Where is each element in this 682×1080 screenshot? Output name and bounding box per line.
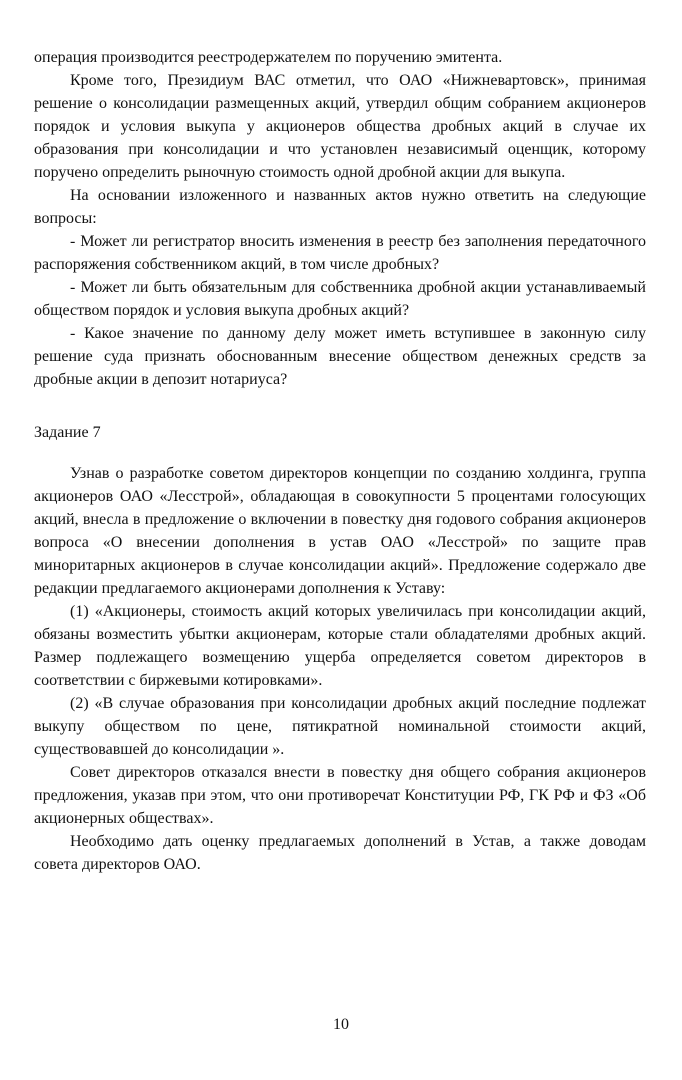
paragraph-questions-intro: На основании изложенного и названных актов нужно ответить на следующие вопросы: (34, 187, 646, 227)
paragraph-board-refusal: Совет директоров отказался внести в повестку дня общего собрания акционеров предложения, указав при этом, что они противоречат Конституции РФ, ГК РФ и ФЗ «Об акционерных обществах». (34, 764, 646, 827)
section-b-text (34, 462, 646, 876)
page-number: 10 (333, 1016, 349, 1033)
task-heading: Задание 7 (34, 424, 101, 441)
task-heading-block (34, 421, 646, 444)
proposal-variant-2: (2) «В случае образования при консолидации дробных акций последние подлежат выкупу обществом по цене, пятикратной номинальной стоимости акций, существовавшей до консолидации ». (34, 695, 646, 758)
paragraph-task-body: Узнав о разработке советом директоров концепции по созданию холдинга, группа акционеров ОАО «Лесстрой», обладающая в совокупности 5 процентами голосующих акций, внесла в предложение о включении в повестку дня годового собрания акционеров вопроса «О внесении дополнения в устав ОАО «Лесстрой» по защите прав миноритарных акционеров в случае консолидации акций». Предложение содержало две редакции предлагаемого акционерами дополнения к Уставу: (34, 465, 646, 597)
proposal-variant-1: (1) «Акционеры, стоимость акций которых увеличилась при консолидации акций, обязаны возместить убытки акционерам, которые стали обладателями дробных акций. Размер подлежащего возмещению ущерба определяется советом директоров в соответствии с биржевыми котировками». (34, 603, 646, 689)
paragraph-continuation: операция производится реестродержателем по поручению эмитента. (34, 49, 503, 66)
paragraph-assignment: Необходимо дать оценку предлагаемых дополнений в Устав, а также доводам совета директоров ОАО. (34, 833, 646, 873)
question-item-3: - Какое значение по данному делу может иметь вступившее в законную силу решение суда признать обоснованным внесение обществом денежных средств за дробные акции в депозит нотариуса? (34, 325, 646, 388)
section-a-text (34, 46, 646, 391)
question-item-1: - Может ли регистратор вносить изменения в реестр без заполнения передаточного распоряжения собственником акций, в том числе дробных? (34, 233, 646, 273)
question-item-2: - Может ли быть обязательным для собственника дробной акции устанавливаемый обществом порядок и условия выкупа дробных акций? (34, 279, 646, 319)
paragraph-presidium: Кроме того, Президиум ВАС отметил, что ОАО «Нижневартовск», принимая решение о консолидации размещенных акций, утвердил общим собранием акционеров порядок и условия выкупа у акционеров общества дробных акций в случае их образования при консолидации и что установлен независимый оценщик, которому поручено определить рыночную стоимость одной дробной акции для выкупа. (34, 72, 646, 181)
